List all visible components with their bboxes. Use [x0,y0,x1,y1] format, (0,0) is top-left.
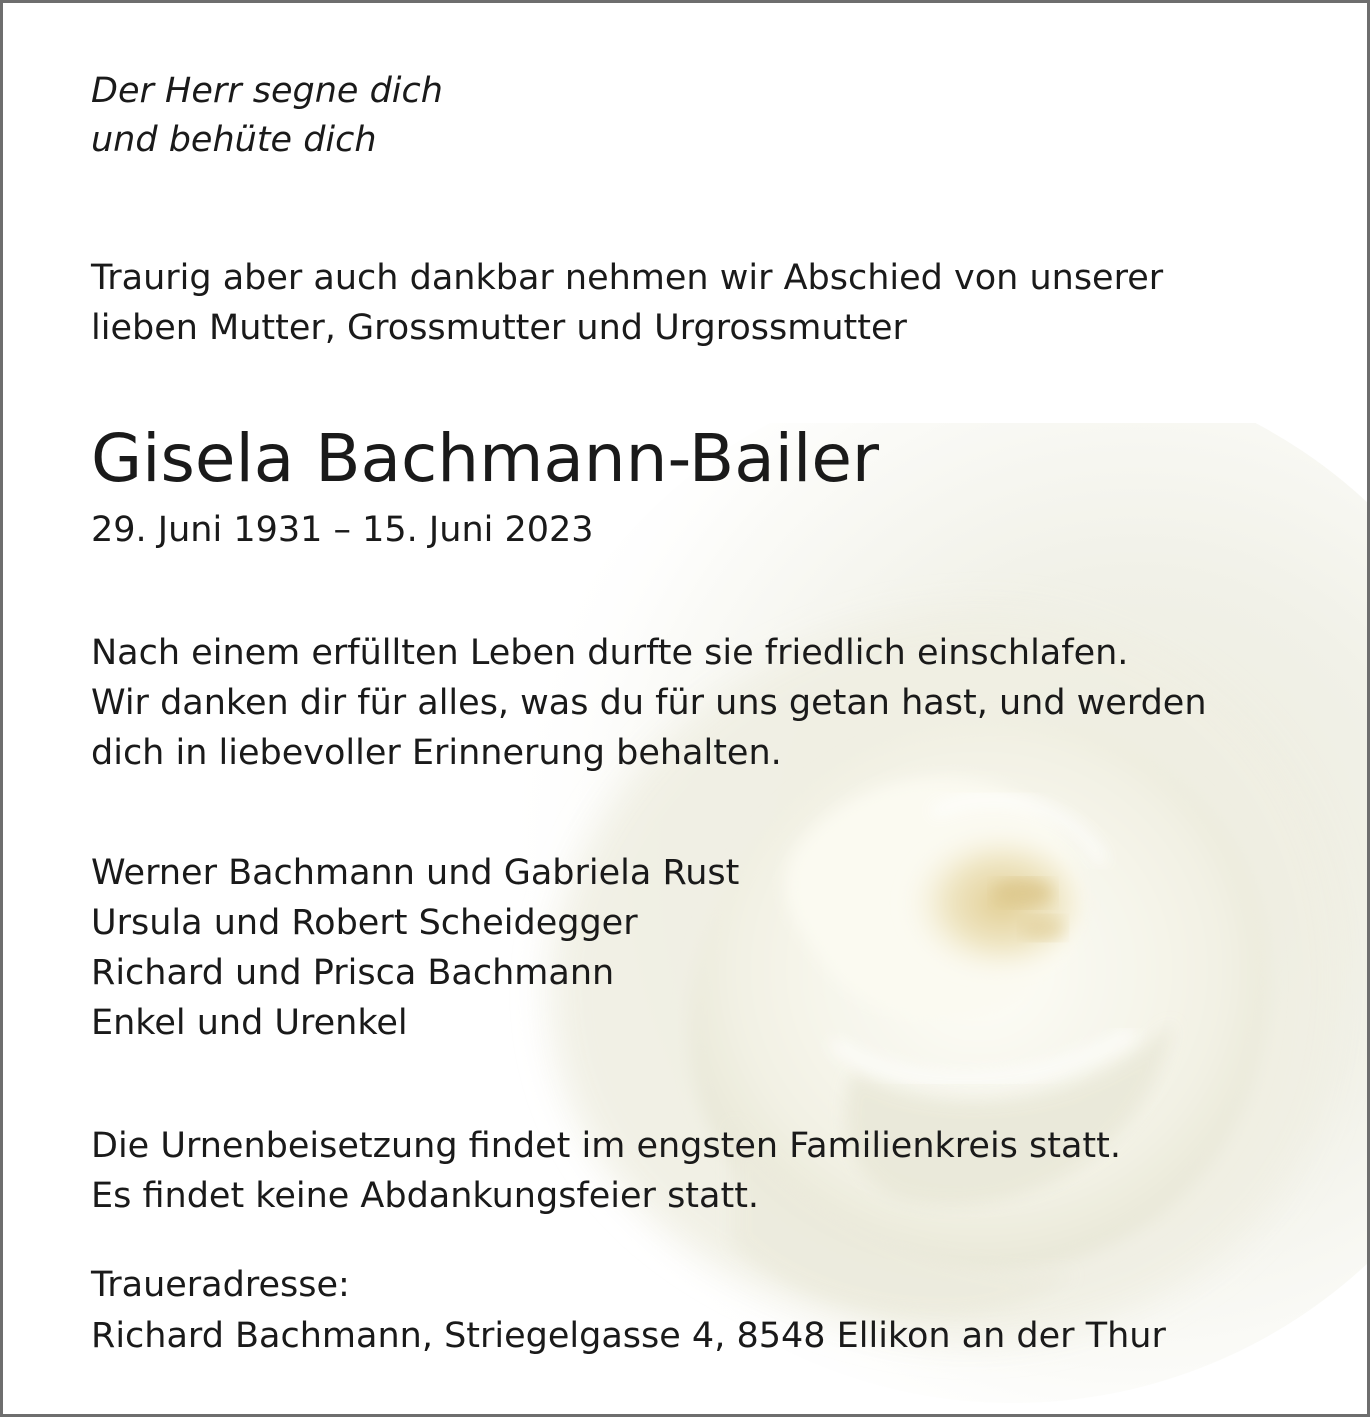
mourning-address-value: Richard Bachmann, Striegelgasse 4, 8548 Ellikon an der Thur [91,1316,1166,1356]
farewell-intro-line: Traurig aber auch dankbar nehmen wir Abschied von unserer [91,258,1164,298]
memorial-message [91,628,1207,778]
mourning-address-label: Traueradresse: [91,1265,350,1305]
mourner-entry: Richard und Prisca Bachmann [91,953,615,993]
memorial-message-line: dich in liebevoller Erinnerung behalten. [91,733,782,773]
memorial-message-line: Nach einem erfüllten Leben durfte sie friedlich einschlafen. [91,633,1129,673]
life-dates: 29. Juni 1931 – 15. Juni 2023 [91,510,594,550]
mourner-entry: Werner Bachmann und Gabriela Rust [91,853,740,893]
mourners-list [91,848,739,1048]
mourner-entry: Enkel und Urenkel [91,1003,408,1043]
mourner-entry: Ursula und Robert Scheidegger [91,903,638,943]
farewell-intro [91,253,1163,353]
mourning-address [91,1260,1166,1362]
bible-verse [91,67,443,165]
bible-verse-line: und behüte dich [91,120,377,160]
ceremony-info-line: Die Urnenbeisetzung findet im engsten Familienkreis statt. [91,1126,1122,1166]
ceremony-info-line: Es findet keine Abdankungsfeier statt. [91,1176,760,1216]
memorial-message-line: Wir danken dir für alles, was du für uns getan hast, und werden [91,683,1207,723]
farewell-intro-line: lieben Mutter, Grossmutter und Urgrossmutter [91,308,907,348]
bible-verse-line: Der Herr segne dich [91,71,443,111]
ceremony-info [91,1121,1121,1221]
deceased-name: Gisela Bachmann-Bailer [91,420,880,497]
